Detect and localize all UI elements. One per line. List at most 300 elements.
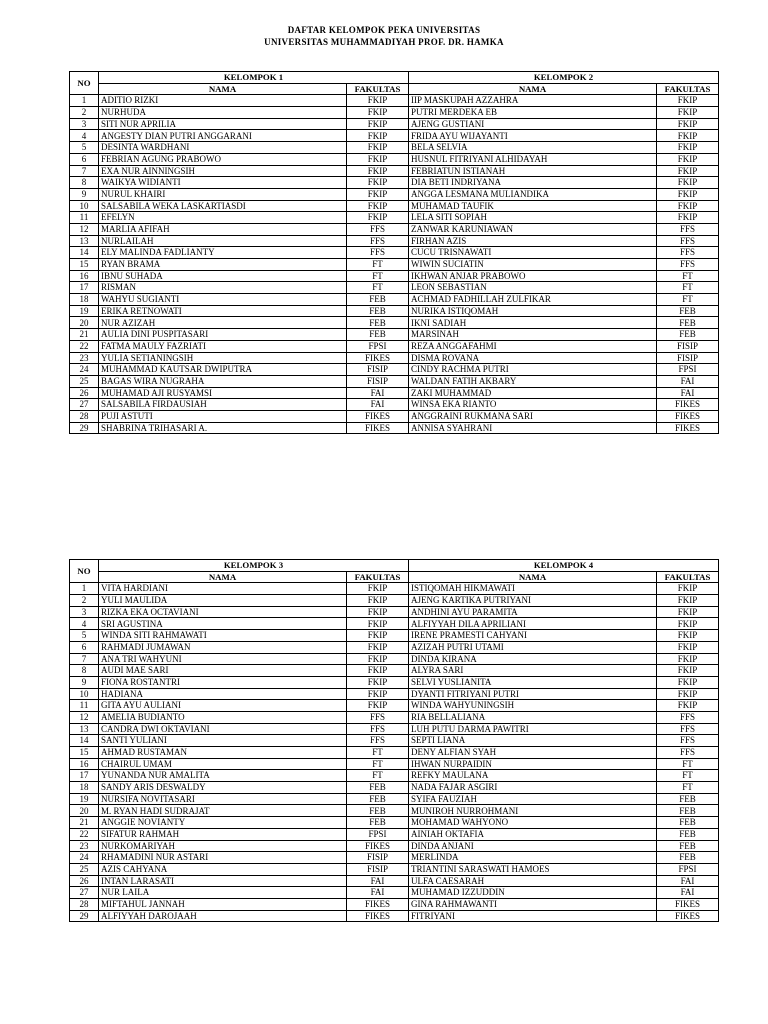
- row-number: 2: [70, 107, 99, 119]
- member-name-left: NUR AZIZAH: [99, 317, 347, 329]
- table-row: [70, 107, 719, 119]
- member-name-right: WINDA WAHYUNINGSIH: [409, 700, 657, 712]
- member-faculty-left: FKIP: [347, 107, 409, 119]
- member-faculty-left: FISIP: [347, 863, 409, 875]
- member-name-left: IBNU SUHADA: [99, 270, 347, 282]
- member-name-right: IKHWAN ANJAR PRABOWO: [409, 270, 657, 282]
- member-faculty-right: FEB: [657, 805, 719, 817]
- row-number: 15: [70, 259, 99, 271]
- member-faculty-left: FISIP: [347, 375, 409, 387]
- member-faculty-right: FISIP: [657, 340, 719, 352]
- member-faculty-right: FIKES: [657, 910, 719, 922]
- member-name-left: NURLAILAH: [99, 235, 347, 247]
- table-row: [70, 317, 719, 329]
- member-name-right: FITRIYANI: [409, 910, 657, 922]
- member-faculty-left: FIKES: [347, 840, 409, 852]
- member-faculty-left: FISIP: [347, 852, 409, 864]
- table-row: [70, 630, 719, 642]
- member-faculty-right: FKIP: [657, 212, 719, 224]
- row-number: 28: [70, 410, 99, 422]
- member-faculty-right: FFS: [657, 235, 719, 247]
- table-row: [70, 770, 719, 782]
- member-name-right: REFKY MAULANA: [409, 770, 657, 782]
- col-header-fakultas: FAKULTAS: [347, 571, 409, 583]
- table-row: [70, 95, 719, 107]
- member-faculty-left: FKIP: [347, 676, 409, 688]
- member-faculty-left: FKIP: [347, 700, 409, 712]
- member-faculty-right: FAI: [657, 887, 719, 899]
- member-name-left: SITI NUR APRILIA: [99, 118, 347, 130]
- member-name-right: MUHAMAD IZZUDDIN: [409, 887, 657, 899]
- member-name-right: FIRHAN AZIS: [409, 235, 657, 247]
- table-row: [70, 875, 719, 887]
- member-name-right: DINDA KIRANA: [409, 653, 657, 665]
- col-header-nama: NAMA: [99, 571, 347, 583]
- member-name-right: ULFA CAESARAH: [409, 875, 657, 887]
- table-row: [70, 711, 719, 723]
- member-name-left: RYAN BRAMA: [99, 259, 347, 271]
- table-row: [70, 188, 719, 200]
- row-number: 11: [70, 700, 99, 712]
- member-faculty-right: FKIP: [657, 200, 719, 212]
- member-name-right: IRENE PRAMESTI CAHYANI: [409, 630, 657, 642]
- member-name-right: IIP MASKUPAH AZZAHRA: [409, 95, 657, 107]
- table-row: [70, 399, 719, 411]
- member-faculty-left: FT: [347, 758, 409, 770]
- member-name-left: RISMAN: [99, 282, 347, 294]
- member-name-right: WINSA EKA RIANTO: [409, 399, 657, 411]
- row-number: 29: [70, 422, 99, 434]
- member-name-right: DENY ALFIAN SYAH: [409, 747, 657, 759]
- row-number: 19: [70, 305, 99, 317]
- table-row: [70, 305, 719, 317]
- row-number: 17: [70, 770, 99, 782]
- member-faculty-right: FIKES: [657, 399, 719, 411]
- row-number: 20: [70, 317, 99, 329]
- member-faculty-left: FFS: [347, 711, 409, 723]
- member-name-left: ANGESTY DIAN PUTRI ANGGARANI: [99, 130, 347, 142]
- member-faculty-right: FEB: [657, 817, 719, 829]
- member-faculty-right: FKIP: [657, 676, 719, 688]
- member-faculty-left: FKIP: [347, 118, 409, 130]
- row-number: 1: [70, 583, 99, 595]
- member-name-right: CINDY RACHMA PUTRI: [409, 364, 657, 376]
- member-name-right: NURIKA ISTIQOMAH: [409, 305, 657, 317]
- member-faculty-right: FEB: [657, 329, 719, 341]
- table-row: [70, 735, 719, 747]
- member-name-right: DINDA ANJANI: [409, 840, 657, 852]
- member-name-left: NURSIFA NOVITASARI: [99, 793, 347, 805]
- member-name-left: SIFATUR RAHMAH: [99, 828, 347, 840]
- member-name-right: TRIANTINI SARASWATI HAMOES: [409, 863, 657, 875]
- member-name-right: ANDHINI AYU PARAMITA: [409, 606, 657, 618]
- member-name-left: WAHYU SUGIANTI: [99, 294, 347, 306]
- row-number: 26: [70, 387, 99, 399]
- table-row: [70, 130, 719, 142]
- member-faculty-right: FT: [657, 294, 719, 306]
- member-faculty-right: FKIP: [657, 688, 719, 700]
- row-number: 17: [70, 282, 99, 294]
- member-name-left: RAHMADI JUMAWAN: [99, 641, 347, 653]
- row-number: 8: [70, 177, 99, 189]
- member-faculty-left: FEB: [347, 817, 409, 829]
- member-name-right: MOHAMAD WAHYONO: [409, 817, 657, 829]
- group-header-left: KELOMPOK 3: [99, 560, 409, 572]
- table-row: [70, 747, 719, 759]
- row-number: 1: [70, 95, 99, 107]
- member-faculty-left: FIKES: [347, 352, 409, 364]
- member-name-left: SALSABILA FIRDAUSIAH: [99, 399, 347, 411]
- member-name-right: CUCU TRISNAWATI: [409, 247, 657, 259]
- member-faculty-right: FKIP: [657, 165, 719, 177]
- member-faculty-right: FKIP: [657, 606, 719, 618]
- member-faculty-left: FISIP: [347, 364, 409, 376]
- row-number: 23: [70, 352, 99, 364]
- member-name-right: MARSINAH: [409, 329, 657, 341]
- table-row: [70, 375, 719, 387]
- member-faculty-right: FKIP: [657, 653, 719, 665]
- col-header-nama: NAMA: [409, 83, 657, 95]
- member-name-left: RIZKA EKA OCTAVIANI: [99, 606, 347, 618]
- member-faculty-right: FAI: [657, 387, 719, 399]
- member-name-left: WAIKYA WIDIANTI: [99, 177, 347, 189]
- table-row: [70, 840, 719, 852]
- member-name-left: YULIA SETIANINGSIH: [99, 352, 347, 364]
- member-name-right: MUHAMAD TAUFIK: [409, 200, 657, 212]
- member-name-right: DISMA ROVANA: [409, 352, 657, 364]
- member-name-right: LELA SITI SOPIAH: [409, 212, 657, 224]
- member-name-right: SEPTI LIANA: [409, 735, 657, 747]
- member-faculty-right: FT: [657, 770, 719, 782]
- member-name-left: HADIANA: [99, 688, 347, 700]
- member-faculty-left: FAI: [347, 875, 409, 887]
- table-row: [70, 828, 719, 840]
- row-number: 7: [70, 165, 99, 177]
- table-row: [70, 782, 719, 794]
- member-faculty-left: FIKES: [347, 910, 409, 922]
- member-name-left: NURKOMARIYAH: [99, 840, 347, 852]
- row-number: 21: [70, 817, 99, 829]
- row-number: 21: [70, 329, 99, 341]
- member-name-right: MUNIROH NURROHMANI: [409, 805, 657, 817]
- row-number: 9: [70, 188, 99, 200]
- member-faculty-right: FEB: [657, 793, 719, 805]
- member-name-left: CANDRA DWI OKTAVIANI: [99, 723, 347, 735]
- member-name-left: NUR LAILA: [99, 887, 347, 899]
- member-faculty-left: FKIP: [347, 630, 409, 642]
- row-number: 29: [70, 910, 99, 922]
- col-header-fakultas: FAKULTAS: [347, 83, 409, 95]
- member-name-left: MARLIA AFIFAH: [99, 223, 347, 235]
- row-number: 2: [70, 595, 99, 607]
- group-table-1-2: [69, 71, 719, 434]
- member-name-right: WALDAN FATIH AKBARY: [409, 375, 657, 387]
- member-name-right: NADA FAJAR ASGIRI: [409, 782, 657, 794]
- title-line-2: UNIVERSITAS MUHAMMADIYAH PROF. DR. HAMKA: [264, 37, 504, 47]
- member-name-left: YULI MAULIDA: [99, 595, 347, 607]
- member-faculty-left: FKIP: [347, 653, 409, 665]
- member-faculty-right: FFS: [657, 711, 719, 723]
- member-faculty-right: FKIP: [657, 583, 719, 595]
- table-row: [70, 118, 719, 130]
- member-faculty-right: FKIP: [657, 641, 719, 653]
- table-row: [70, 863, 719, 875]
- member-faculty-right: FKIP: [657, 95, 719, 107]
- member-name-left: SANDY ARIS DESWALDY: [99, 782, 347, 794]
- member-faculty-right: FIKES: [657, 410, 719, 422]
- table-row: [70, 212, 719, 224]
- member-faculty-left: FKIP: [347, 130, 409, 142]
- member-faculty-right: FEB: [657, 305, 719, 317]
- member-faculty-left: FPSI: [347, 828, 409, 840]
- table-row: [70, 665, 719, 677]
- member-name-right: ANGGRAINI RUKMANA SARI: [409, 410, 657, 422]
- table-row: [70, 247, 719, 259]
- member-faculty-left: FT: [347, 747, 409, 759]
- member-faculty-left: FKIP: [347, 142, 409, 154]
- row-number: 27: [70, 887, 99, 899]
- row-number: 26: [70, 875, 99, 887]
- member-name-left: BAGAS WIRA NUGRAHA: [99, 375, 347, 387]
- member-name-left: ALFIYYAH DAROJAAH: [99, 910, 347, 922]
- member-faculty-right: FEB: [657, 840, 719, 852]
- table-row: [70, 723, 719, 735]
- member-faculty-right: FEB: [657, 828, 719, 840]
- member-faculty-left: FFS: [347, 735, 409, 747]
- member-faculty-right: FKIP: [657, 618, 719, 630]
- table-row: [70, 177, 719, 189]
- member-faculty-left: FKIP: [347, 95, 409, 107]
- table-row: [70, 422, 719, 434]
- member-name-left: ANGGIE NOVIANTY: [99, 817, 347, 829]
- row-number: 24: [70, 364, 99, 376]
- member-faculty-left: FIKES: [347, 422, 409, 434]
- member-faculty-left: FAI: [347, 887, 409, 899]
- member-faculty-left: FKIP: [347, 665, 409, 677]
- col-header-no: NO: [70, 72, 99, 95]
- member-name-left: NURUL KHAIRI: [99, 188, 347, 200]
- member-faculty-right: FPSI: [657, 364, 719, 376]
- row-number: 14: [70, 735, 99, 747]
- member-name-right: FRIDA AYU WIJAYANTI: [409, 130, 657, 142]
- member-faculty-left: FT: [347, 770, 409, 782]
- row-number: 7: [70, 653, 99, 665]
- member-faculty-right: FFS: [657, 723, 719, 735]
- member-faculty-left: FFS: [347, 235, 409, 247]
- table-row: [70, 641, 719, 653]
- member-name-right: FEBRIATUN ISTIANAH: [409, 165, 657, 177]
- member-faculty-left: FKIP: [347, 165, 409, 177]
- table-row: [70, 282, 719, 294]
- member-name-right: ZAKI MUHAMMAD: [409, 387, 657, 399]
- table-row: [70, 294, 719, 306]
- member-name-right: HUSNUL FITRIYANI ALHIDAYAH: [409, 153, 657, 165]
- member-faculty-left: FKIP: [347, 595, 409, 607]
- table-row: [70, 200, 719, 212]
- member-faculty-right: FKIP: [657, 118, 719, 130]
- member-faculty-right: FFS: [657, 259, 719, 271]
- member-name-right: AINIAH OKTAFIA: [409, 828, 657, 840]
- table-row: [70, 352, 719, 364]
- row-number: 19: [70, 793, 99, 805]
- member-faculty-left: FKIP: [347, 641, 409, 653]
- member-name-left: PUJI ASTUTI: [99, 410, 347, 422]
- table-row: [70, 142, 719, 154]
- member-faculty-left: FKIP: [347, 177, 409, 189]
- group-table-3-4: [69, 559, 719, 922]
- member-faculty-left: FIKES: [347, 898, 409, 910]
- member-name-left: ERIKA RETNOWATI: [99, 305, 347, 317]
- member-name-right: AJENG KARTIKA PUTRIYANI: [409, 595, 657, 607]
- row-number: 10: [70, 200, 99, 212]
- row-number: 12: [70, 711, 99, 723]
- member-name-right: IHWAN NURPAIDIN: [409, 758, 657, 770]
- member-name-left: SALSABILA WEKA LASKARTIASDI: [99, 200, 347, 212]
- member-faculty-left: FEB: [347, 294, 409, 306]
- member-faculty-right: FIKES: [657, 898, 719, 910]
- table-row: [70, 583, 719, 595]
- member-name-left: M. RYAN HADI SUDRAJAT: [99, 805, 347, 817]
- table-row: [70, 653, 719, 665]
- member-name-left: EXA NUR AINNINGSIH: [99, 165, 347, 177]
- member-name-right: MERLINDA: [409, 852, 657, 864]
- table-row: [70, 235, 719, 247]
- member-name-right: DYANTI FITRIYANI PUTRI: [409, 688, 657, 700]
- row-number: 5: [70, 630, 99, 642]
- table-row: [70, 329, 719, 341]
- row-number: 22: [70, 828, 99, 840]
- table-row: [70, 758, 719, 770]
- member-name-right: ANGGA LESMANA MULIANDIKA: [409, 188, 657, 200]
- member-name-left: INTAN LARASATI: [99, 875, 347, 887]
- member-name-right: RIA BELLALIANA: [409, 711, 657, 723]
- member-faculty-left: FKIP: [347, 688, 409, 700]
- row-number: 9: [70, 676, 99, 688]
- member-name-left: NURHUDA: [99, 107, 347, 119]
- member-name-left: AMELIA BUDIANTO: [99, 711, 347, 723]
- title-line-1: DAFTAR KELOMPOK PEKA UNIVERSITAS: [287, 25, 481, 35]
- member-faculty-left: FKIP: [347, 583, 409, 595]
- col-header-fakultas: FAKULTAS: [657, 83, 719, 95]
- table-row: [70, 805, 719, 817]
- member-faculty-right: FPSI: [657, 863, 719, 875]
- member-faculty-right: FKIP: [657, 188, 719, 200]
- member-name-left: MIFTAHUL JANNAH: [99, 898, 347, 910]
- row-number: 24: [70, 852, 99, 864]
- member-faculty-left: FAI: [347, 399, 409, 411]
- row-number: 4: [70, 130, 99, 142]
- member-name-left: FEBRIAN AGUNG PRABOWO: [99, 153, 347, 165]
- row-number: 3: [70, 606, 99, 618]
- member-name-left: SRI AGUSTINA: [99, 618, 347, 630]
- member-faculty-left: FKIP: [347, 200, 409, 212]
- member-faculty-left: FKIP: [347, 153, 409, 165]
- member-name-left: RHAMADINI NUR ASTARI: [99, 852, 347, 864]
- member-faculty-right: FFS: [657, 247, 719, 259]
- member-faculty-left: FFS: [347, 723, 409, 735]
- member-name-right: IKNI SADIAH: [409, 317, 657, 329]
- member-name-left: FIONA ROSTANTRI: [99, 676, 347, 688]
- row-number: 28: [70, 898, 99, 910]
- member-name-right: SELVI YUSLIANITA: [409, 676, 657, 688]
- member-name-right: SYIFA FAUZIAH: [409, 793, 657, 805]
- member-name-left: AZIS CAHYANA: [99, 863, 347, 875]
- member-faculty-left: FKIP: [347, 618, 409, 630]
- row-number: 13: [70, 723, 99, 735]
- member-name-left: WINDA SITI RAHMAWATI: [99, 630, 347, 642]
- member-faculty-right: FT: [657, 282, 719, 294]
- member-faculty-right: FFS: [657, 747, 719, 759]
- member-faculty-left: FEB: [347, 305, 409, 317]
- member-faculty-right: FEB: [657, 317, 719, 329]
- member-name-right: LEON SEBASTIAN: [409, 282, 657, 294]
- row-number: 12: [70, 223, 99, 235]
- table-row: [70, 606, 719, 618]
- member-faculty-right: FKIP: [657, 130, 719, 142]
- member-name-left: MUHAMAD AJI RUSYAMSI: [99, 387, 347, 399]
- row-number: 25: [70, 863, 99, 875]
- member-name-left: VITA HARDIANI: [99, 583, 347, 595]
- member-faculty-left: FFS: [347, 223, 409, 235]
- member-faculty-left: FEB: [347, 317, 409, 329]
- table-row: [70, 910, 719, 922]
- member-name-left: ELY MALINDA FADLIANTY: [99, 247, 347, 259]
- member-faculty-left: FFS: [347, 247, 409, 259]
- member-name-left: DESINTA WARDHANI: [99, 142, 347, 154]
- group-header-right: KELOMPOK 2: [409, 72, 719, 84]
- member-name-right: REZA ANGGAFAHMI: [409, 340, 657, 352]
- member-name-right: PUTRI MERDEKA EB: [409, 107, 657, 119]
- row-number: 10: [70, 688, 99, 700]
- col-header-nama: NAMA: [99, 83, 347, 95]
- member-faculty-left: FKIP: [347, 606, 409, 618]
- table-row: [70, 688, 719, 700]
- member-name-left: YUNANDA NUR AMALITA: [99, 770, 347, 782]
- row-number: 3: [70, 118, 99, 130]
- row-number: 6: [70, 153, 99, 165]
- member-name-right: ALYRA SARI: [409, 665, 657, 677]
- row-number: 11: [70, 212, 99, 224]
- member-faculty-right: FFS: [657, 735, 719, 747]
- table-row: [70, 595, 719, 607]
- table-row: [70, 887, 719, 899]
- member-faculty-left: FT: [347, 270, 409, 282]
- member-name-left: FATMA MAULY FAZRIATI: [99, 340, 347, 352]
- member-name-right: ANNISA SYAHRANI: [409, 422, 657, 434]
- member-faculty-right: FKIP: [657, 142, 719, 154]
- member-name-left: ADITIO RIZKI: [99, 95, 347, 107]
- member-faculty-left: FEB: [347, 329, 409, 341]
- member-faculty-right: FT: [657, 758, 719, 770]
- member-faculty-left: FPSI: [347, 340, 409, 352]
- member-faculty-left: FT: [347, 259, 409, 271]
- member-name-left: AUDI MAE SARI: [99, 665, 347, 677]
- row-number: 22: [70, 340, 99, 352]
- row-number: 16: [70, 758, 99, 770]
- member-name-right: ZANWAR KARUNIAWAN: [409, 223, 657, 235]
- table-row: [70, 340, 719, 352]
- table-row: [70, 223, 719, 235]
- member-faculty-right: FAI: [657, 375, 719, 387]
- member-name-right: WIWIN SUCIATIN: [409, 259, 657, 271]
- member-faculty-right: FKIP: [657, 665, 719, 677]
- member-name-left: MUHAMMAD KAUTSAR DWIPUTRA: [99, 364, 347, 376]
- member-name-left: AULIA DINI PUSPITASARI: [99, 329, 347, 341]
- member-name-left: SANTI YULIANI: [99, 735, 347, 747]
- member-faculty-left: FKIP: [347, 188, 409, 200]
- member-faculty-right: FKIP: [657, 153, 719, 165]
- member-name-left: EFELYN: [99, 212, 347, 224]
